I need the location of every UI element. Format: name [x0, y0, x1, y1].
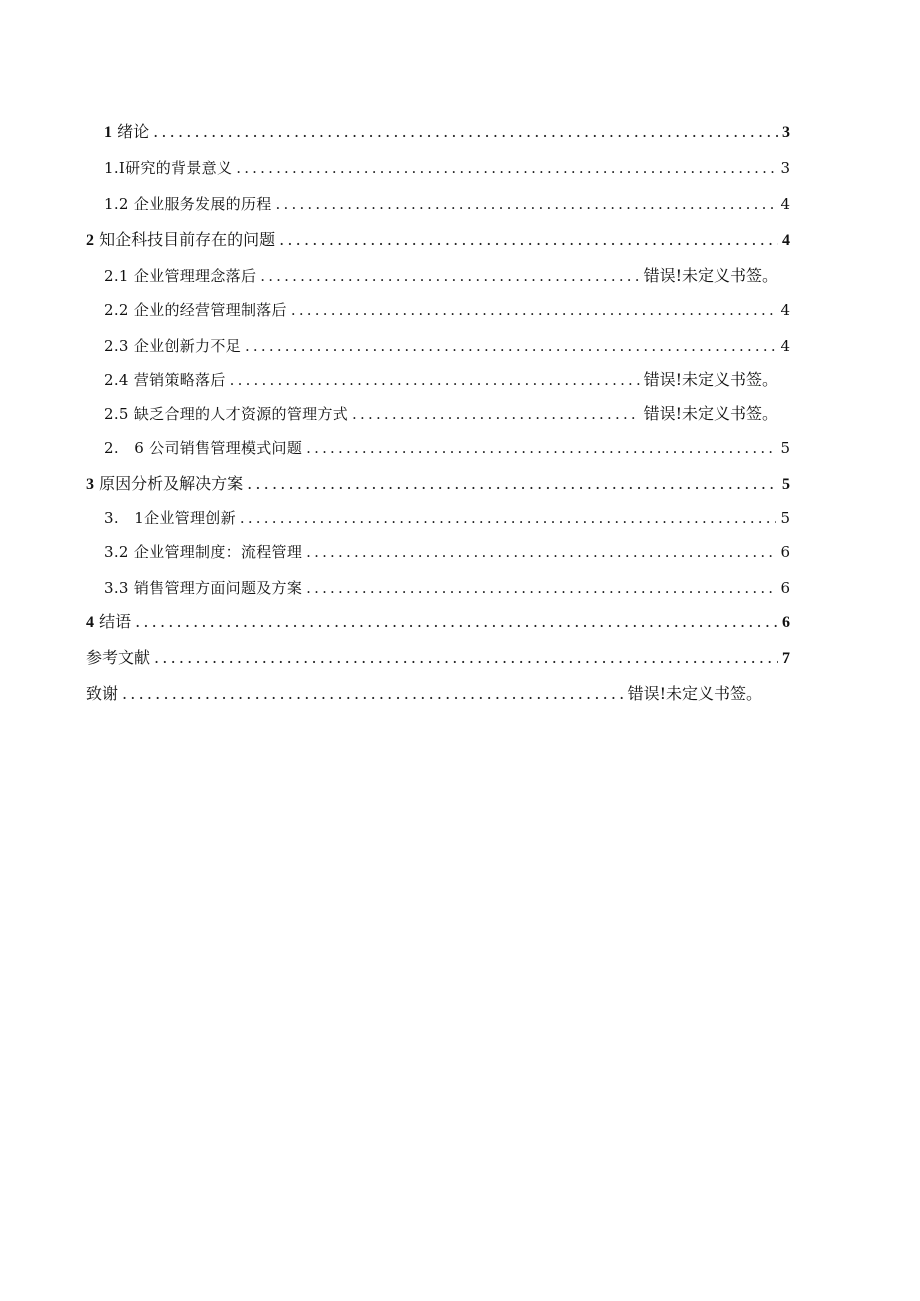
toc-entry-number: 1.Ⅰ [104, 159, 126, 177]
toc-entry-page: 错误!未定义书签。 [643, 404, 778, 423]
toc-entry-text: 缺乏合理的人才资源的管理方式 [133, 405, 349, 423]
toc-entry-2-1[interactable] [104, 264, 778, 288]
toc-entry-page: 7 [782, 650, 790, 667]
toc-entry-number: 2.4 [104, 371, 129, 389]
toc-entry-title [104, 192, 272, 216]
toc-entry-number: 2. 6 [104, 439, 145, 457]
toc-entry-acknowledgements[interactable] [86, 682, 762, 706]
toc-entry-3-1[interactable] [104, 506, 790, 530]
toc-entry-page: 5 [780, 509, 790, 527]
toc-entry-page: 5 [780, 439, 790, 457]
toc-entry-text: 公司销售管理模式问题 [149, 439, 303, 457]
toc-entry-4[interactable] [86, 610, 790, 634]
toc-entry-number: 3. 1 [104, 509, 145, 527]
toc-entry-number: 3.2 [104, 543, 129, 561]
toc-entry-text: 企业管理制度：流程管理 [133, 543, 303, 561]
toc-entry-page: 4 [780, 301, 790, 319]
toc-entry-text: 营销策略落后 [133, 371, 226, 389]
toc-entry-number: 2.3 [104, 337, 129, 355]
toc-entry-text: 企业管理创新 [144, 509, 236, 527]
toc-entry-page: 错误!未定义书签。 [643, 266, 778, 285]
toc-entry-text: 知企科技目前存在的问题 [99, 230, 276, 249]
dot-leader [306, 436, 776, 460]
toc-entry-title [104, 120, 149, 145]
dot-leader [154, 646, 778, 670]
toc-entry-text: 致谢 [86, 684, 119, 703]
toc-entry-page: 4 [780, 195, 790, 213]
dot-leader [122, 682, 624, 706]
dot-leader [230, 368, 640, 392]
toc-entry-number: 3.3 [104, 579, 129, 597]
toc-entry-title [86, 228, 275, 253]
dot-leader [306, 576, 776, 600]
dot-leader [153, 120, 778, 144]
dot-leader [352, 402, 640, 426]
toc-entry-text: 企业管理理念落后 [133, 267, 257, 285]
toc-entry-title [104, 402, 348, 426]
toc-entry-title [104, 334, 241, 358]
toc-entry-text: 企业的经营管理制落后 [133, 301, 287, 319]
toc-entry-title [104, 576, 302, 600]
toc-entry-number: 2.5 [104, 405, 129, 423]
toc-entry-page: 6 [780, 543, 790, 561]
toc-entry-page: 3 [782, 124, 790, 141]
toc-entry-text: 销售管理方面问题及方案 [133, 579, 303, 597]
toc-entry-page: 6 [782, 614, 790, 631]
toc-entry-title [104, 506, 236, 530]
toc-entry-number: 2 [86, 232, 94, 249]
toc-entry-title [104, 540, 302, 564]
toc-entry-title [104, 298, 287, 322]
toc-entry-2[interactable] [86, 228, 790, 252]
toc-entry-3[interactable] [86, 472, 790, 496]
toc-entry-text: 结语 [99, 612, 132, 631]
toc-entry-number: 1.2 [104, 195, 129, 213]
toc-entry-page: 3 [780, 159, 790, 177]
toc-entry-1-1[interactable] [104, 156, 790, 180]
dot-leader [306, 540, 776, 564]
toc-entry-number: 3 [86, 476, 94, 493]
toc-entry-text: 研究的背景意义 [125, 159, 233, 177]
toc-entry-title [104, 264, 256, 288]
toc-entry-2-2[interactable] [104, 298, 790, 322]
toc-entry-text: 参考文献 [86, 648, 151, 667]
toc-entry-text: 企业创新力不足 [133, 337, 241, 355]
dot-leader [135, 610, 778, 634]
dot-leader [276, 192, 777, 216]
toc-entry-number: 2.1 [104, 267, 129, 285]
dot-leader [245, 334, 777, 358]
toc-entry-page: 错误!未定义书签。 [643, 370, 778, 389]
toc-entry-page: 错误!未定义书签。 [627, 684, 762, 703]
toc-entry-title [86, 472, 243, 497]
toc-entry-title [104, 156, 232, 180]
toc-entry-page: 5 [782, 476, 790, 493]
toc-entry-text: 企业服务发展的历程 [133, 195, 272, 213]
toc-entry-title [104, 368, 226, 392]
toc-entry-3-2[interactable] [104, 540, 790, 564]
dot-leader [247, 472, 778, 496]
toc-entry-1-2[interactable] [104, 192, 790, 216]
dot-leader [291, 298, 777, 322]
toc-entry-2-3[interactable] [104, 334, 790, 358]
toc-entry-2-6[interactable] [104, 436, 790, 460]
dot-leader [279, 228, 778, 252]
dot-leader [260, 264, 639, 288]
toc-entry-text: 原因分析及解决方案 [99, 474, 244, 493]
toc-entry-references[interactable] [86, 646, 790, 670]
toc-entry-number: 4 [86, 614, 94, 631]
toc-entry-3-3[interactable] [104, 576, 790, 600]
toc-entry-2-4[interactable] [104, 368, 778, 392]
toc-entry-1[interactable] [104, 120, 790, 144]
toc-entry-page: 4 [782, 232, 790, 249]
toc-entry-page: 4 [780, 337, 790, 355]
toc-entry-number: 2.2 [104, 301, 129, 319]
toc-entry-title [86, 610, 131, 635]
toc-entry-page: 6 [780, 579, 790, 597]
dot-leader [240, 506, 777, 530]
toc-entry-2-5[interactable] [104, 402, 778, 426]
dot-leader [236, 156, 776, 180]
toc-entry-title [104, 436, 302, 460]
toc-entry-text: 绪论 [117, 122, 150, 141]
toc-entry-number: 1 [104, 124, 112, 141]
